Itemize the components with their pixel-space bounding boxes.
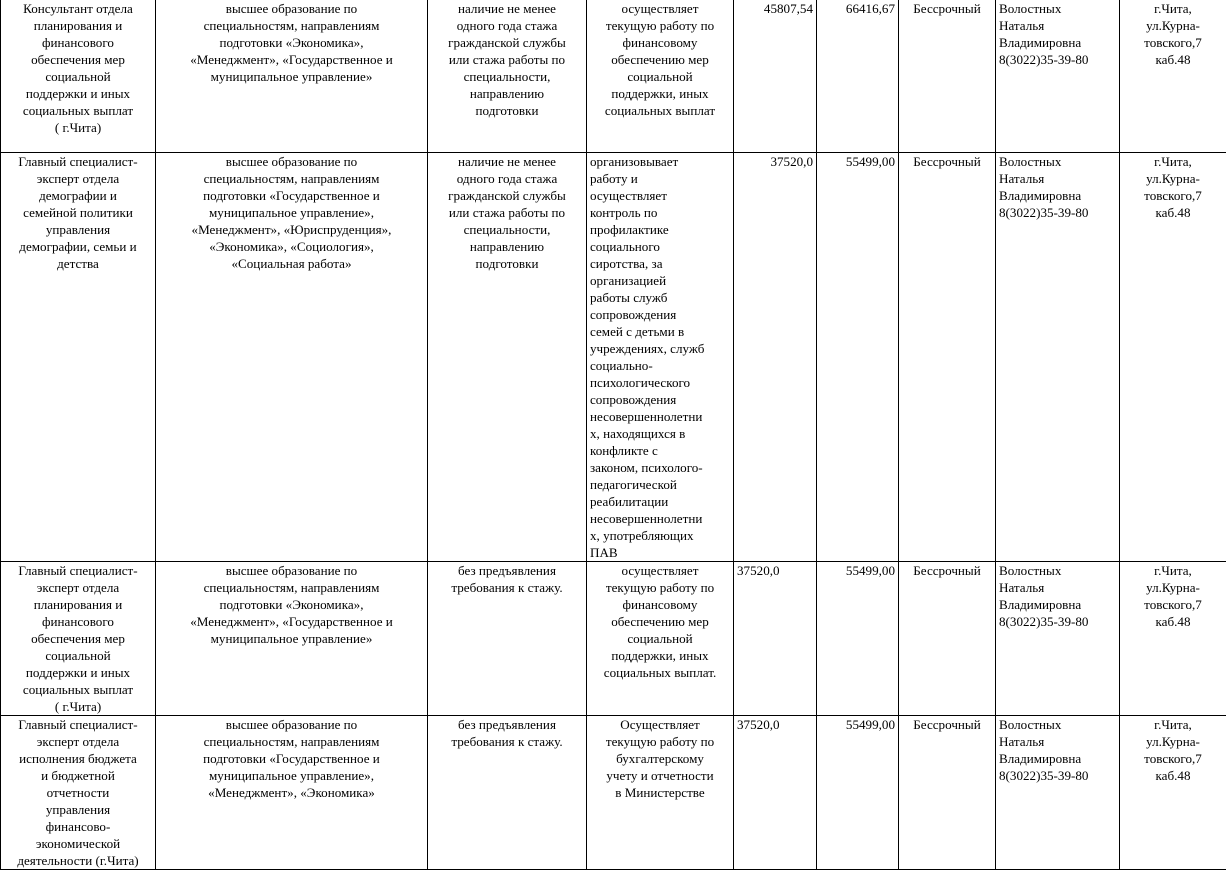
salary-min-cell: 45807,54	[734, 0, 817, 153]
experience-cell: без предъявления требования к стажу.	[428, 562, 587, 716]
contact-cell: Волостных Наталья Владимировна 8(3022)35-39-80	[996, 0, 1120, 153]
contact-cell: Волостных Наталья Владимировна 8(3022)35-39-80	[996, 716, 1120, 870]
education-cell: высшее образование по специальностям, направлениям подготовки «Экономика», «Менеджмент», «Государственное и муниципальное управление»	[156, 562, 428, 716]
salary-min-cell: 37520,0	[734, 562, 817, 716]
duties-cell: осуществляет текущую работу по финансовому обеспечению мер социальной поддержки, иных социальных выплат.	[587, 562, 734, 716]
address-cell: г.Чита, ул.Курна- товского,7 каб.48	[1120, 153, 1226, 562]
table-row	[1, 0, 1226, 153]
experience-cell: наличие не менее одного года стажа гражданской службы или стажа работы по специальности, направлению подготовки	[428, 0, 587, 153]
salary-max-cell: 55499,00	[817, 562, 899, 716]
contact-cell: Волостных Наталья Владимировна 8(3022)35-39-80	[996, 153, 1120, 562]
term-cell: Бессрочный	[899, 0, 996, 153]
experience-cell: без предъявления требования к стажу.	[428, 716, 587, 870]
term-cell: Бессрочный	[899, 716, 996, 870]
address-cell: г.Чита, ул.Курна- товского,7 каб.48	[1120, 716, 1226, 870]
salary-min-cell: 37520,0	[734, 716, 817, 870]
address-cell: г.Чита, ул.Курна- товского,7 каб.48	[1120, 562, 1226, 716]
salary-max-cell: 55499,00	[817, 716, 899, 870]
table-row	[1, 562, 1226, 716]
education-cell: высшее образование по специальностям, направлениям подготовки «Государственное и муниципальное управление», «Менеджмент», «Юриспруденция», «Экономика», «Социология», «Социальная работа»	[156, 153, 428, 562]
salary-max-cell: 55499,00	[817, 153, 899, 562]
education-cell: высшее образование по специальностям, направлениям подготовки «Государственное и муниципальное управление», «Менеджмент», «Экономика»	[156, 716, 428, 870]
education-cell: высшее образование по специальностям, направлениям подготовки «Экономика», «Менеджмент», «Государственное и муниципальное управление»	[156, 0, 428, 153]
address-cell: г.Чита, ул.Курна- товского,7 каб.48	[1120, 0, 1226, 153]
position-cell: Главный специалист- эксперт отдела планирования и финансового обеспечения мер социальной поддержки и иных социальных выплат ( г.Чита)	[1, 562, 156, 716]
position-cell: Консультант отдела планирования и финансового обеспечения мер социальной поддержки и иных социальных выплат ( г.Чита)	[1, 0, 156, 153]
salary-max-cell: 66416,67	[817, 0, 899, 153]
duties-cell: осуществляет текущую работу по финансовому обеспечению мер социальной поддержки, иных социальных выплат	[587, 0, 734, 153]
term-cell: Бессрочный	[899, 153, 996, 562]
experience-cell: наличие не менее одного года стажа гражданской службы или стажа работы по специальности, направлению подготовки	[428, 153, 587, 562]
contact-cell: Волостных Наталья Владимировна 8(3022)35-39-80	[996, 562, 1120, 716]
duties-cell: Осуществляет текущую работу по бухгалтерскому учету и отчетности в Министерстве	[587, 716, 734, 870]
position-cell: Главный специалист- эксперт отдела демографии и семейной политики управления демографии, семьи и детства	[1, 153, 156, 562]
position-cell: Главный специалист- эксперт отдела исполнения бюджета и бюджетной отчетности управления финансово- экономической деятельности (г.Чита)	[1, 716, 156, 870]
duties-cell: организовывает работу и осуществляет контроль по профилактике социального сиротства, за организацией работы служб сопровождения семей с детьми в учреждениях, служб социально- психологического сопровождения несовершеннолетни х, находящихся в конфликте с законом, психолого- педагогической реабилитации несовершеннолетни х, употребляющих ПАВ	[587, 153, 734, 562]
table-row	[1, 153, 1226, 562]
term-cell: Бессрочный	[899, 562, 996, 716]
salary-min-cell: 37520,0	[734, 153, 817, 562]
table-row	[1, 716, 1226, 870]
